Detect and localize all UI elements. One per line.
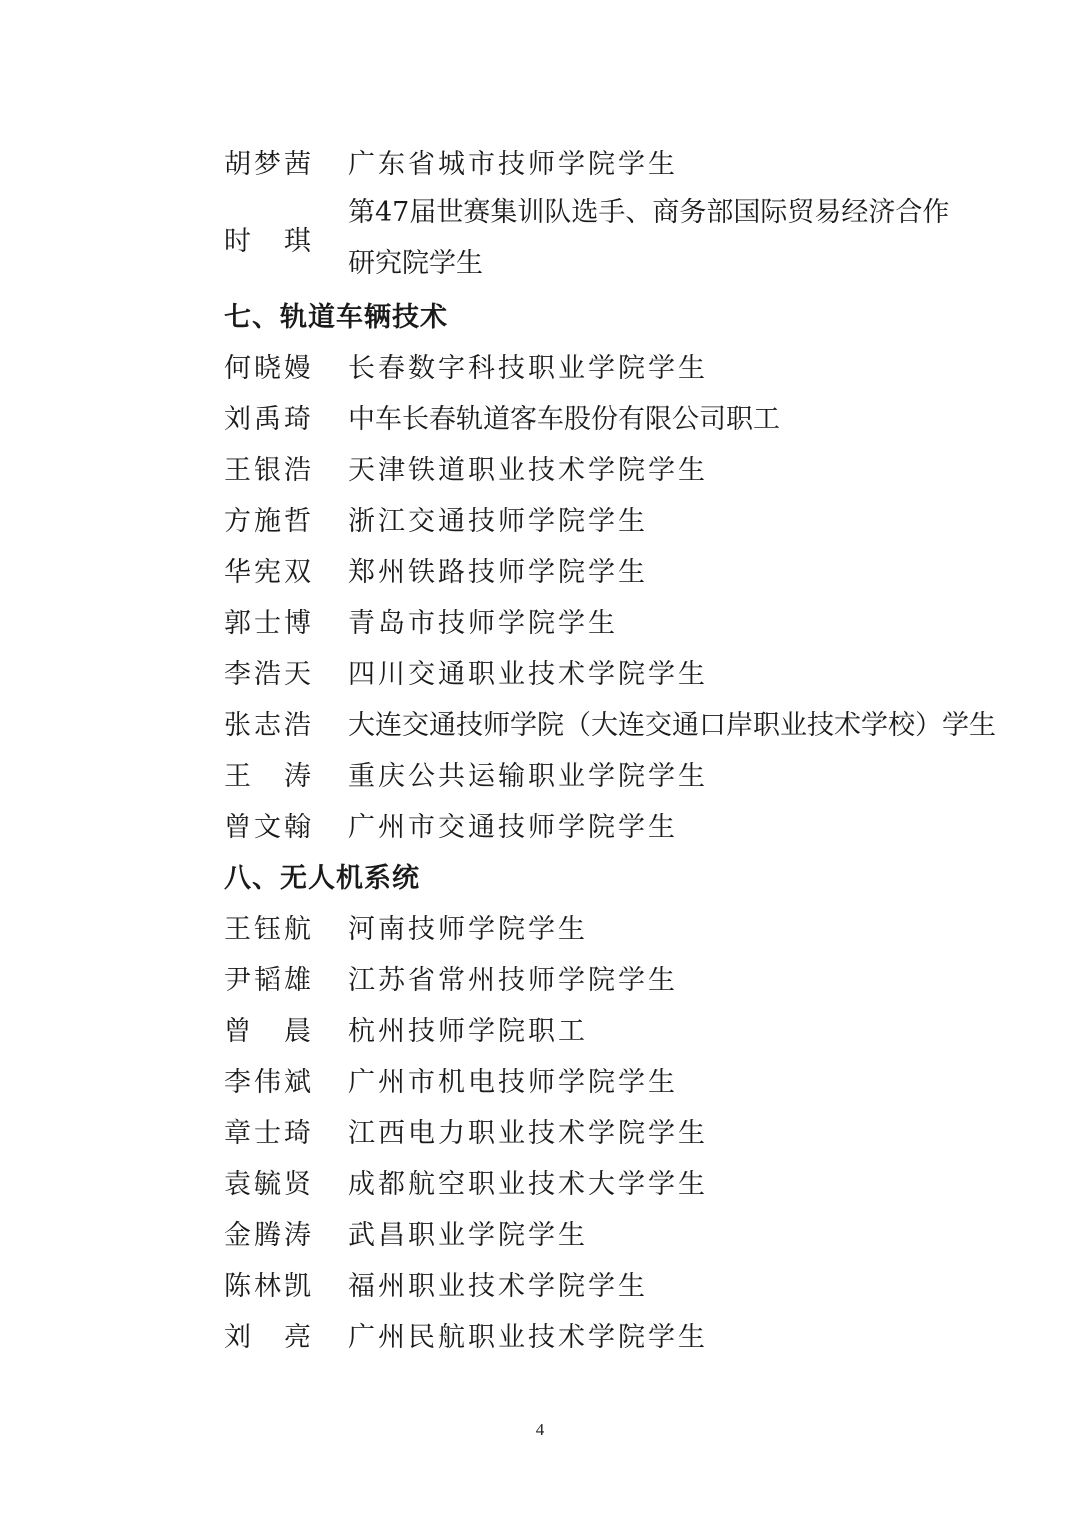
person-affiliation: 四川交通职业技术学院学生 bbox=[348, 659, 708, 690]
person-name: 刘 亮 bbox=[224, 1322, 314, 1353]
person-affiliation: 广州市交通技师学院学生 bbox=[348, 812, 678, 843]
person-affiliation: 成都航空职业技术大学学生 bbox=[348, 1169, 708, 1200]
list-item bbox=[224, 136, 984, 187]
list-item bbox=[224, 952, 984, 1003]
person-name: 刘禹琦 bbox=[224, 404, 314, 435]
person-affiliation: 浙江交通技师学院学生 bbox=[348, 506, 648, 537]
section-heading: 七、轨道车辆技术 bbox=[224, 302, 448, 333]
list-item bbox=[224, 544, 984, 595]
list-item bbox=[224, 799, 984, 850]
list-item bbox=[224, 595, 984, 646]
person-name: 金腾涛 bbox=[224, 1220, 314, 1251]
person-name: 方施哲 bbox=[224, 506, 314, 537]
person-affiliation: 武昌职业学院学生 bbox=[348, 1220, 588, 1251]
person-affiliation: 大连交通技师学院（大连交通口岸职业技术学校）学生 bbox=[348, 710, 996, 741]
list-item bbox=[224, 646, 984, 697]
person-name: 时 琪 bbox=[224, 225, 314, 257]
person-affiliation: 重庆公共运输职业学院学生 bbox=[348, 761, 708, 792]
person-affiliation: 广州市机电技师学院学生 bbox=[348, 1067, 678, 1098]
list-item bbox=[224, 1003, 984, 1054]
person-affiliation: 郑州铁路技师学院学生 bbox=[348, 557, 648, 588]
person-name: 曾文翰 bbox=[224, 812, 314, 843]
list-item bbox=[224, 1258, 984, 1309]
page-number: 4 bbox=[535, 1420, 545, 1439]
person-name: 胡梦茜 bbox=[224, 149, 314, 180]
list-item bbox=[224, 1207, 984, 1258]
list-item bbox=[224, 1105, 984, 1156]
list-item bbox=[224, 1156, 984, 1207]
person-affiliation: 江苏省常州技师学院学生 bbox=[348, 965, 678, 996]
list-item bbox=[224, 442, 984, 493]
name-list bbox=[224, 136, 996, 1360]
person-name: 李伟斌 bbox=[224, 1067, 314, 1098]
person-name: 王银浩 bbox=[224, 455, 314, 486]
person-name: 李浩天 bbox=[224, 659, 314, 690]
list-item bbox=[224, 340, 984, 391]
section-heading: 八、无人机系统 bbox=[224, 863, 420, 894]
person-name: 何晓嫚 bbox=[224, 353, 314, 384]
person-name: 华宪双 bbox=[224, 557, 314, 588]
person-affiliation: 河南技师学院学生 bbox=[348, 914, 588, 945]
list-item bbox=[224, 1054, 984, 1105]
list-item bbox=[224, 748, 984, 799]
list-item bbox=[224, 901, 984, 952]
list-item bbox=[224, 493, 984, 544]
affiliation-line: 第47届世赛集训队选手、商务部国际贸易经济合作 bbox=[348, 197, 950, 228]
person-affiliation: 青岛市技师学院学生 bbox=[348, 608, 618, 639]
person-affiliation: 广州民航职业技术学院学生 bbox=[348, 1322, 708, 1353]
affiliation-line: 研究院学生 bbox=[348, 248, 483, 279]
person-name: 尹韬雄 bbox=[224, 965, 314, 996]
person-name: 张志浩 bbox=[224, 710, 314, 741]
person-affiliation: 天津铁道职业技术学院学生 bbox=[348, 455, 708, 486]
person-affiliation bbox=[348, 187, 984, 289]
person-affiliation: 江西电力职业技术学院学生 bbox=[348, 1118, 708, 1149]
person-affiliation: 福州职业技术学院学生 bbox=[348, 1271, 648, 1302]
person-name: 郭士博 bbox=[224, 608, 314, 639]
list-item bbox=[224, 697, 996, 748]
list-item bbox=[224, 187, 984, 289]
person-name: 王钰航 bbox=[224, 914, 314, 945]
person-affiliation: 长春数字科技职业学院学生 bbox=[348, 353, 708, 384]
person-name: 曾 晨 bbox=[224, 1016, 314, 1047]
person-name: 章士琦 bbox=[224, 1118, 314, 1149]
person-name: 王 涛 bbox=[224, 761, 314, 792]
person-affiliation: 广东省城市技师学院学生 bbox=[348, 149, 678, 180]
person-name: 陈林凯 bbox=[224, 1271, 314, 1302]
person-name: 袁毓贤 bbox=[224, 1169, 314, 1200]
person-affiliation: 中车长春轨道客车股份有限公司职工 bbox=[348, 404, 780, 435]
list-item bbox=[224, 1309, 984, 1360]
list-item bbox=[224, 391, 984, 442]
person-affiliation: 杭州技师学院职工 bbox=[348, 1016, 588, 1047]
